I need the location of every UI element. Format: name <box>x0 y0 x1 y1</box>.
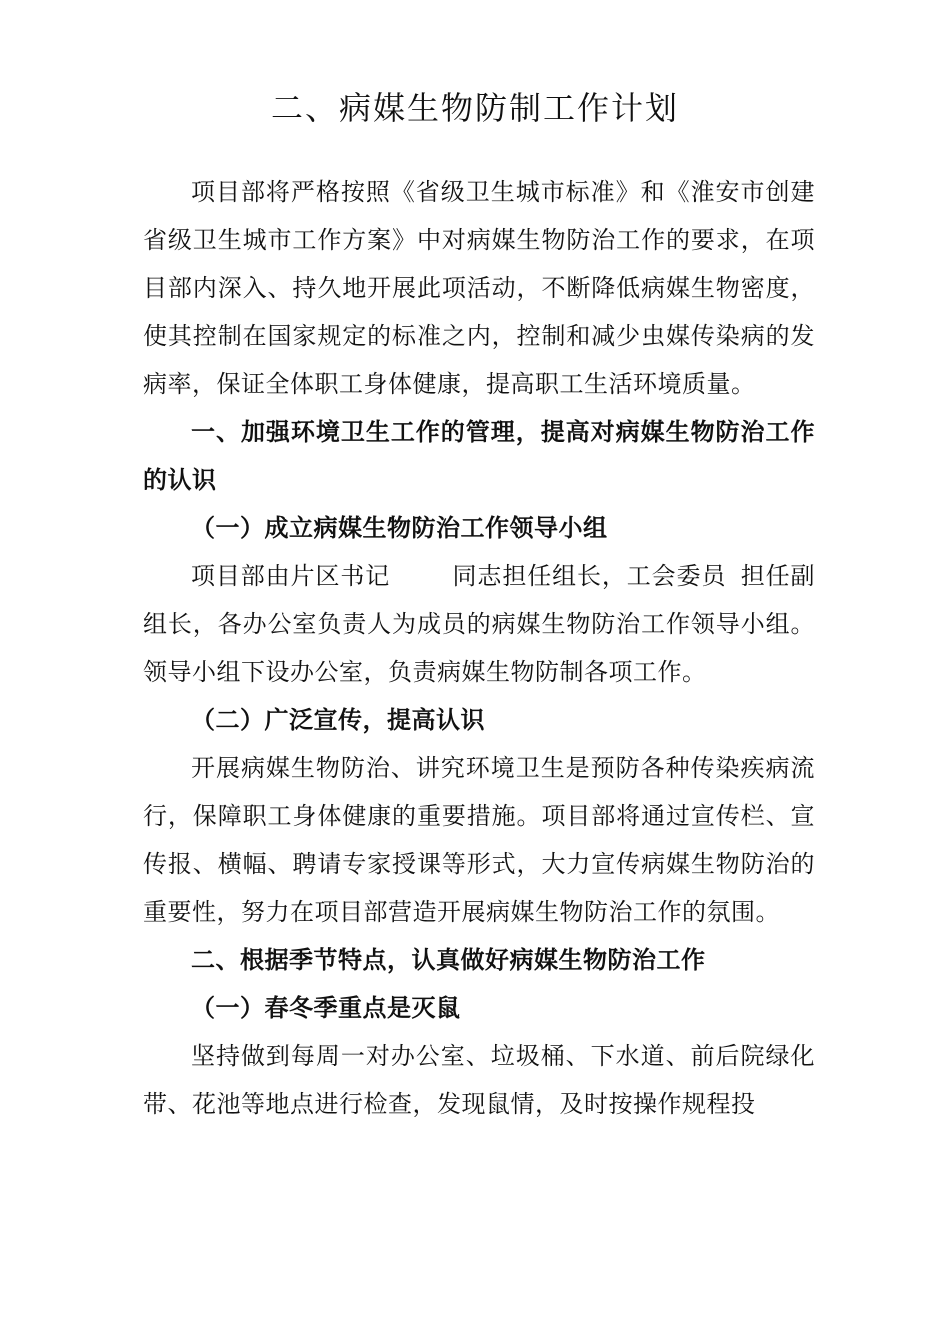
document-body <box>143 168 815 1128</box>
section-1-sub-1-text-a: 项目部由片区书记 <box>191 562 391 590</box>
section-1-sub-1-text-c: 担任副组长，各办公室负责人为成员的病媒生物防治工作领导小组。领导小组下设办公室，负责病媒生物防制各项工作。 <box>143 562 816 686</box>
section-2-sub-1-paragraph: 坚持做到每周一对办公室、垃圾桶、下水道、前后院绿化带、花池等地点进行检查，发现鼠情，及时按操作规程投 <box>143 1042 815 1118</box>
section-2-heading: 二、根据季节特点，认真做好病媒生物防治工作 <box>191 946 706 974</box>
section-1-sub-2-paragraph: 开展病媒生物防治、讲究环境卫生是预防各种传染疾病流行，保障职工身体健康的重要措施。项目部将通过宣传栏、宣传报、横幅、聘请专家授课等形式，大力宣传病媒生物防治的重要性，努力在项目部营造开展病媒生物防治工作的氛围。 <box>143 754 815 926</box>
section-1-heading: 一、加强环境卫生工作的管理，提高对病媒生物防治工作的认识 <box>143 418 815 494</box>
section-2-sub-1-heading: （一）春冬季重点是灭鼠 <box>191 994 461 1022</box>
section-1-sub-1-heading: （一）成立病媒生物防治工作领导小组 <box>191 514 608 542</box>
section-1-sub-2-heading: （二）广泛宣传，提高认识 <box>191 706 485 734</box>
section-1-sub-1-paragraph <box>143 552 815 696</box>
intro-paragraph: 项目部将严格按照《省级卫生城市标准》和《淮安市创建省级卫生城市工作方案》中对病媒生物防治工作的要求，在项目部内深入、持久地开展此项活动，不断降低病媒生物密度，使其控制在国家规定的标准之内，控制和减少虫媒传染病的发病率，保证全体职工身体健康，提高职工生活环境质量。 <box>143 178 815 398</box>
document-title: 二、病媒生物防制工作计划 <box>270 89 679 127</box>
section-1-sub-1-text-b: 同志担任组长，工会委员 <box>452 562 727 590</box>
